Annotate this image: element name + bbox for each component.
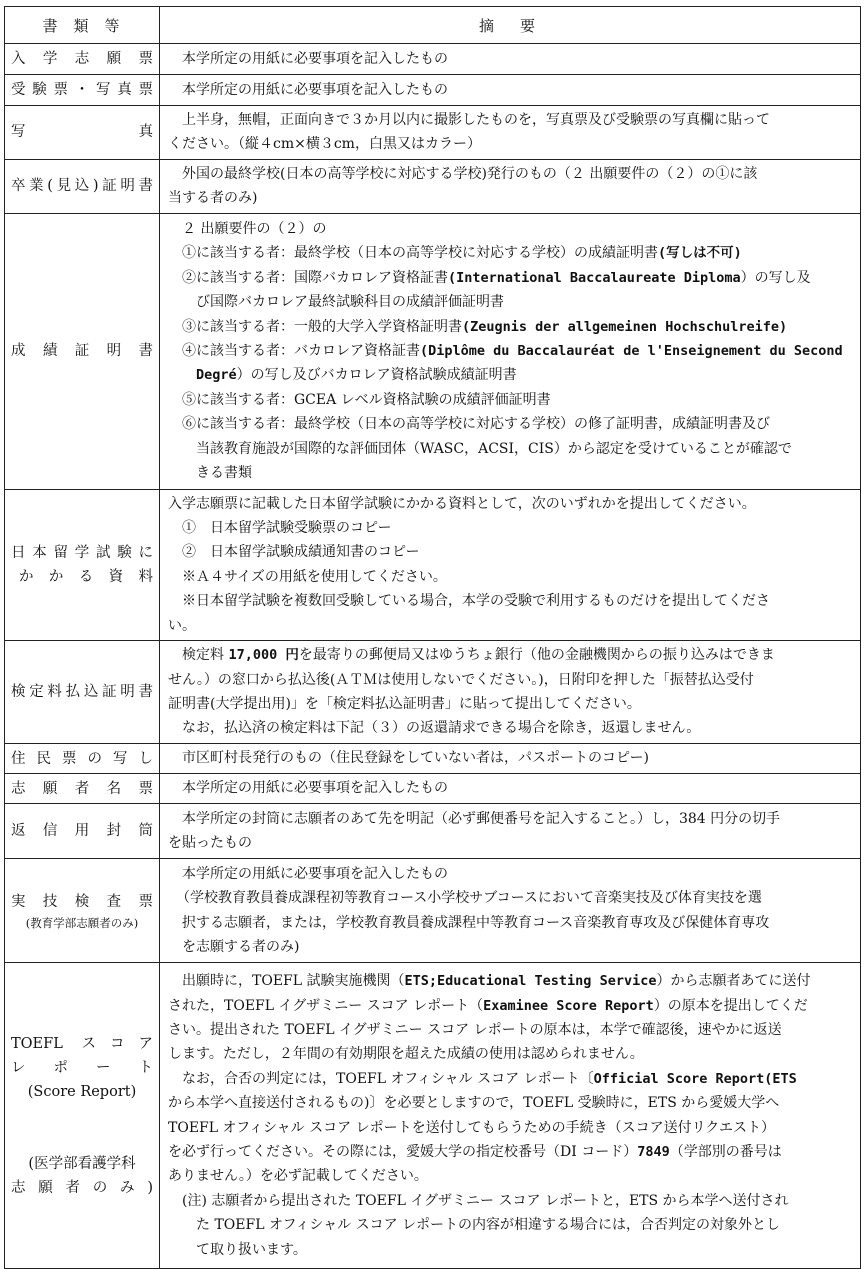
row-summary: 本学所定の用紙に必要事項を記入したもの: [160, 75, 861, 106]
row-summary: ２ 出願要件の（２）の ①に該当する者：最終学校（日本の高等学校に対応する学校）の成績証明書(写しは不可) ②に該当する者：国際バカロレア資格証書(International Baccalaureate Diploma）の写し及 び国際バカロレア最終試験科目の成績評価証明書 ③に該当する者：一般的大学入学資格証明書(Zeugnis der allgemeinen Hochschulreife) ④に該当する者：バカロレア資格証書(Diplôme du Baccalauréat de l'Enseignement du Second Degré）の写し及びバカロレア資格試験成績証明書 ⑤に該当する者：GCEA レベル資格試験の成績評価証明書 ⑥に該当する者：最終学校（日本の高等学校に対応する学校）の修了証明書，成績証明書及び 当該教育施設が国際的な評価団体（WASC，ACSI，CIS）から認定を受けていることが確認で きる書類: [160, 213, 861, 489]
row-summary: 入学志願票に記載した日本留学試験にかかる資料として，次のいずれかを提出してください。 ① 日本留学試験受験票のコピー ② 日本留学試験成績通知書のコピー ※Ａ４サイズの用紙を使用してください。 ※日本留学試験を複数回受験している場合，本学の受験で利用するものだけを提出してくださ い。: [160, 489, 861, 640]
table-row: [5, 213, 861, 489]
row-category: 返信用封筒: [5, 804, 160, 859]
row-category: 写真: [5, 106, 160, 160]
row-category: 卒業(見込)証明書: [5, 159, 160, 213]
header-summary: 摘要: [160, 7, 861, 44]
row-category: 成績証明書: [5, 213, 160, 489]
row-category: 住民票の写し: [5, 744, 160, 774]
row-summary: 上半身，無帽，正面向きで３か月以内に撮影したものを，写真票及び受験票の写真欄に貼って ください。（縦４cm×横３cm，白黒又はカラー）: [160, 106, 861, 160]
row-category: 実技検査票 (教育学部志願者のみ): [5, 859, 160, 963]
documents-table: [4, 6, 861, 1269]
row-category: 受験票・写真票: [5, 75, 160, 106]
row-category: 志願者名票: [5, 774, 160, 804]
row-summary: 本学所定の用紙に必要事項を記入したもの: [160, 44, 861, 75]
table-row: [5, 774, 861, 804]
table-row: [5, 489, 861, 640]
row-summary: 本学所定の用紙に必要事項を記入したもの （学校教育教員養成課程初等教育コース小学校サブコースにおいて音楽実技及び体育実技を選 択する志願者，または，学校教育教員養成課程中等教育コース音楽教育専攻及び保健体育専攻 を志願する者のみ): [160, 859, 861, 963]
table-row: [5, 641, 861, 744]
row-summary: 検定料 17,000 円を最寄りの郵便局又はゆうちょ銀行（他の金融機関からの振り込みはできま せん。）の窓口から払込後(ＡＴＭは使用しないでください。)，日附印を押した「振替払込受付 証明書(大学提出用)」を「検定料払込証明書」に貼って提出してください。 なお，払込済の検定料は下記（３）の返還請求できる場合を除き，返還しません。: [160, 641, 861, 744]
table-header-row: [5, 7, 861, 44]
fee-amount: 17,000 円: [228, 647, 299, 664]
row-summary: 本学所定の封筒に志願者のあて先を明記（必ず郵便番号を記入すること。）し，384 円分の切手 を貼ったもの: [160, 804, 861, 859]
row-summary: 外国の最終学校(日本の高等学校に対応する学校)発行のもの（２ 出願要件の（２）の①に該 当する者のみ): [160, 159, 861, 213]
row-category: 検定料払込証明書: [5, 641, 160, 744]
table-row: [5, 963, 861, 1269]
row-category: 入学志願票: [5, 44, 160, 75]
table-row: [5, 106, 861, 160]
row-category: 日本留学試験に かかる資料: [5, 489, 160, 640]
row-summary: 出願時に，TOEFL 試験実施機関（ETS;Educational Testing Service）から志願者あてに送付 された，TOEFL イグザミニー スコア レポート（Examinee Score Report）の原本を提出してくだ さい。提出された TOEFL イグザミニー スコア レポートの原本は，本学で確認後，速やかに返送 します。ただし，２年間の有効期限を超えた成績の使用は認められません。 なお，合否の判定には，TOEFL オフィシャル スコア レポート〔Official Score Report(ETS から本学へ直接送付されるもの)〕を必要としますので，TOEFL 受験時に，ETS から愛媛大学へ TOEFL オフィシャル スコア レポートを送付してもらうための手続き（スコア送付リクエスト） を必ず行ってください。その際には，愛媛大学の指定校番号（DI コード）7849（学部別の番号は ありません。）を必ず記載してください。 (注) 志願者から提出された TOEFL イグザミニー スコア レポートと，ETS から本学へ送付され た TOEFL オフィシャル スコア レポートの内容が相違する場合には，合否判定の対象外とし て取り扱います。: [160, 963, 861, 1269]
table-row: [5, 75, 861, 106]
row-category: TOEFL スコア レポート (Score Report) (医学部看護学科 志願者のみ): [5, 963, 160, 1269]
header-category: 書類等: [5, 7, 160, 44]
row-summary: 市区町村長発行のもの（住民登録をしていない者は，パスポートのコピー): [160, 744, 861, 774]
row-summary: 本学所定の用紙に必要事項を記入したもの: [160, 774, 861, 804]
table-row: [5, 744, 861, 774]
table-row: [5, 159, 861, 213]
table-row: [5, 44, 861, 75]
table-row: [5, 804, 861, 859]
table-row: [5, 859, 861, 963]
